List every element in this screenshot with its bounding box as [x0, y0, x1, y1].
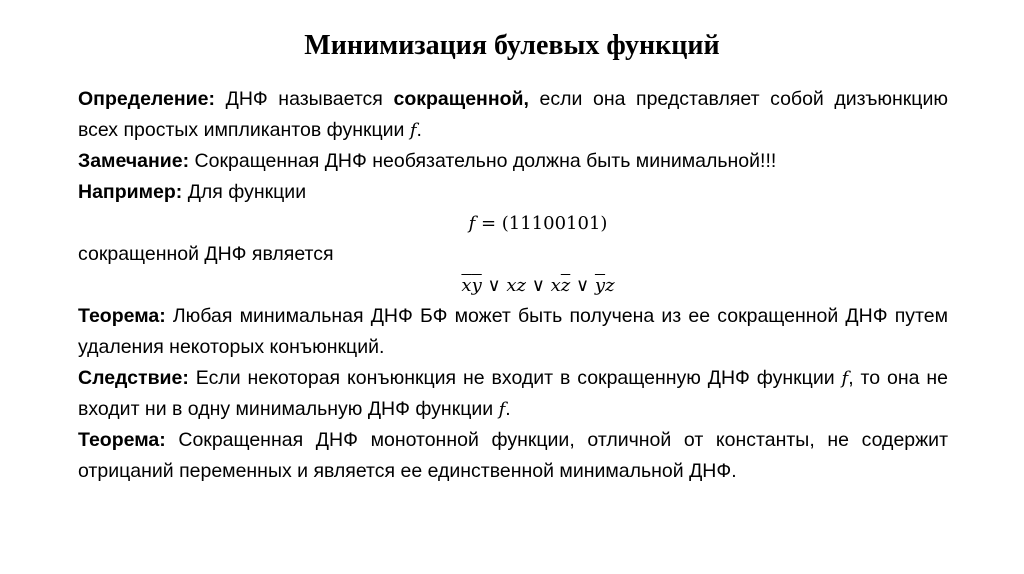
theorem1-text: Любая минимальная ДНФ БФ может быть получена из ее сокращенной ДНФ путем удаления некоторых конъюнкций. [78, 305, 948, 358]
dnf-term3-x: x [550, 275, 561, 296]
remark-text: Сокращенная ДНФ необязательно должна быть минимальной!!! [189, 150, 777, 172]
dnf-or-2: ∨ [526, 275, 551, 296]
example-paragraph [78, 177, 948, 208]
theorem2-text: Сокращенная ДНФ монотонной функции, отличной от константы, не содержит отрицаний переменных и является ее единственной минимальной ДНФ. [78, 429, 948, 482]
dnf-term4-z: z [605, 275, 615, 296]
example-text2: сокращенной ДНФ является [78, 243, 334, 265]
dnf-term1-y-negated: $\overline{y}$ [471, 275, 482, 296]
slide-title: Минимизация булевых функций [304, 30, 720, 61]
dnf-term2: xz [506, 275, 527, 296]
corollary-function-var-2: f [498, 399, 506, 420]
definition-text-after: если она представляет собой дизъюнкцию всех простых импликантов функции [78, 88, 948, 141]
corollary-text2: , то она не входит ни в одну минимальную ДНФ функции [78, 367, 948, 420]
dnf-formula [78, 270, 948, 301]
definition-end: . [416, 119, 422, 141]
definition-label: Определение: [78, 88, 216, 110]
theorem2-label: Теорема: [78, 429, 166, 451]
theorem1-paragraph [78, 301, 948, 363]
definition-paragraph [78, 84, 948, 146]
dnf-or-1: ∨ [481, 275, 507, 296]
dnf-term4-y-negated: $\overline{y}$ [594, 275, 606, 296]
example-formula [78, 208, 948, 239]
slide-content [78, 84, 948, 487]
corollary-label: Следствие: [78, 367, 189, 389]
definition-function-var: f [409, 120, 417, 141]
corollary-end: . [505, 398, 511, 420]
dnf-term3-z-negated: $\overline{z}$ [560, 275, 571, 296]
corollary-text1: Если некоторая конъюнкция не входит в сокращенную ДНФ функции [188, 367, 842, 389]
theorem1-label: Теорема: [78, 305, 166, 327]
example-label: Например: [78, 181, 183, 203]
dnf-or-3: ∨ [570, 275, 595, 296]
corollary-paragraph [78, 363, 948, 425]
theorem2-paragraph [78, 425, 948, 487]
example-text: Для функции [182, 181, 307, 203]
remark-paragraph [78, 146, 948, 177]
definition-text-before: ДНФ называется [215, 88, 394, 110]
definition-bold-term: сокращенной, [393, 88, 529, 110]
remark-label: Замечание: [78, 150, 190, 172]
dnf-term1-x-negated: $\overline{x}$ [461, 275, 472, 296]
formula-function-var: f [468, 213, 476, 234]
corollary-function-var-1: f [841, 368, 849, 389]
formula-truth-vector: = (11100101) [475, 213, 608, 234]
